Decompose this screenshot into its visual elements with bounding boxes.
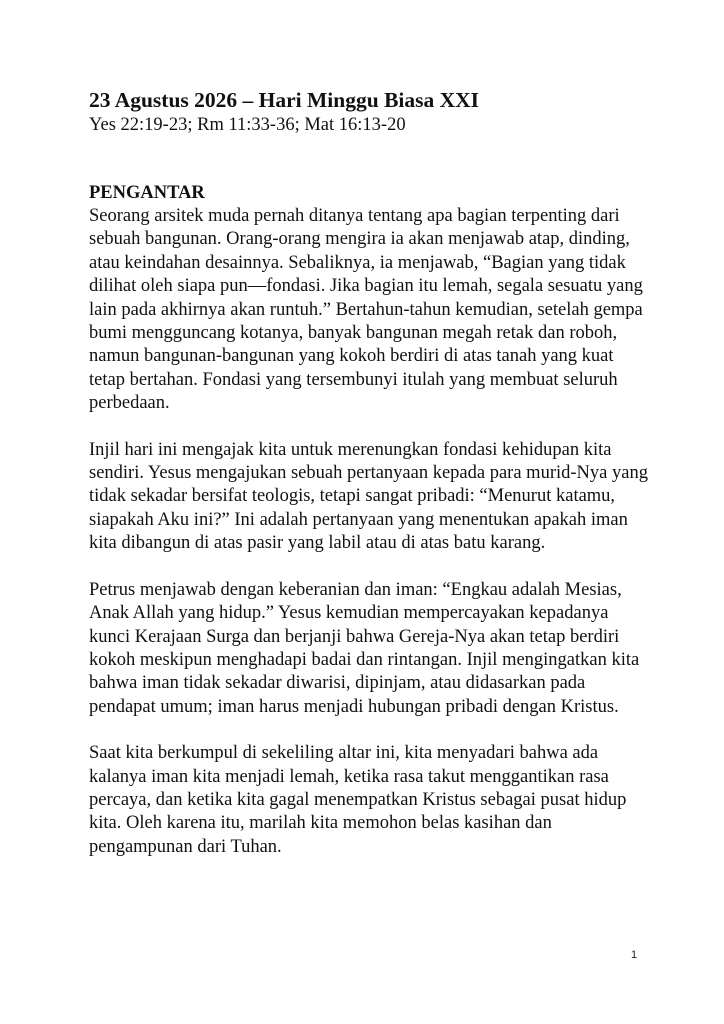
document-body [89, 87, 649, 882]
page-number: 1 [630, 949, 638, 961]
page-title: 23 Agustus 2026 – Hari Minggu Biasa XXI [89, 88, 480, 112]
paragraph-2: Injil hari ini mengajak kita untuk merenungkan fondasi kehidupan kita sendiri. Yesus mengajukan sebuah pertanyaan kepada para murid-Nya yang tidak sekadar bersifat teologis, tetapi sangat pribadi: “Menurut katamu, siapakah Aku ini?” Ini adalah pertanyaan yang menentukan apakah iman kita dibangun di atas pasir yang labil atau di atas batu karang. [89, 439, 648, 554]
section-heading-pengantar: PENGANTAR [89, 183, 205, 203]
paragraph-3: Petrus menjawab dengan keberanian dan iman: “Engkau adalah Mesias, Anak Allah yang hidup.” Yesus kemudian mempercayakan kepadanya kunci Kerajaan Surga dan berjanji bahwa Gereja-Nya akan tetap berdiri kokoh meskipun menghadapi badai dan rintangan. Injil mengingatkan kita bahwa iman tidak sekadar diwarisi, dipinjam, atau didasarkan pada pendapat umum; iman harus menjadi hubungan pribadi dengan Kristus. [89, 579, 640, 717]
paragraph-4: Saat kita berkumpul di sekeliling altar ini, kita menyadari bahwa ada kalanya iman kita menjadi lemah, ketika rasa takut menggantikan rasa percaya, dan ketika kita gagal menempatkan Kristus sebagai pusat hidup kita. Oleh karena itu, marilah kita memohon belas kasihan dan pengampunan dari Tuhan. [89, 743, 627, 857]
scripture-readings: Yes 22:19-23; Rm 11:33-36; Mat 16:13-20 [89, 115, 406, 135]
paragraph-1: Seorang arsitek muda pernah ditanya tentang apa bagian terpenting dari sebuah bangunan. Orang-orang mengira ia akan menjawab atap, dinding, atau keindahan desainnya. Sebaliknya, ia menjawab, “Bagian yang tidak dilihat oleh siapa pun—fondasi. Jika bagian itu lemah, segala sesuatu yang lain pada akhirnya akan runtuh.” Bertahun-tahun kemudian, setelah gempa bumi mengguncang kotanya, banyak bangunan megah retak dan roboh, namun bangunan-bangunan yang kokoh berdiri di atas tanah yang kuat tetap bertahan. Fondasi yang tersembunyi itulah yang membuat seluruh perbedaan. [89, 206, 643, 414]
